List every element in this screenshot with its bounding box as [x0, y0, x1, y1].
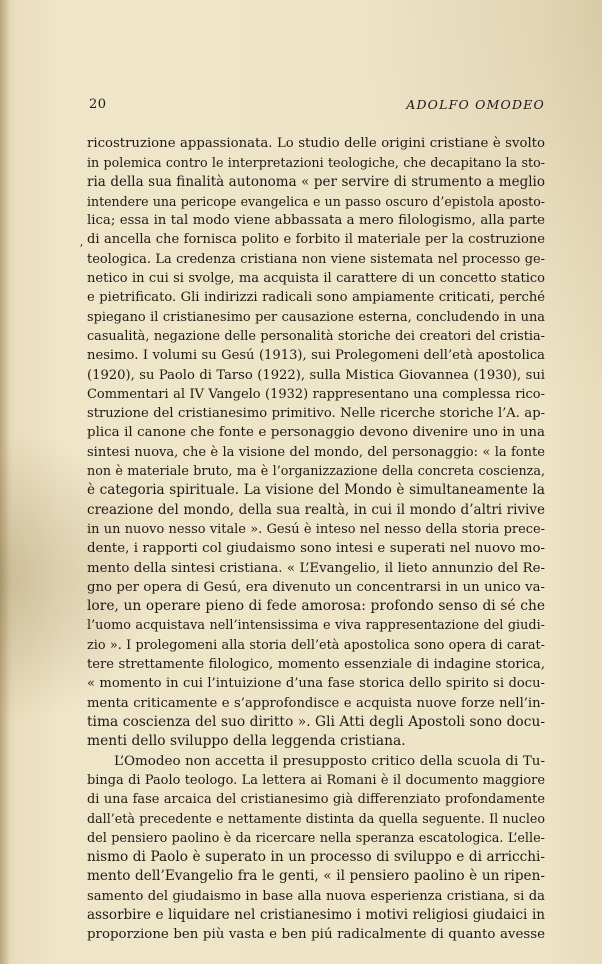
text-line: lore, un operare pieno di fede amorosa: profondo senso di sé che — [87, 598, 545, 615]
text-line: creazione del mondo, della sua realtà, in cui il mondo d’altri rivive — [87, 501, 545, 518]
text-line: dente, i rapporti col giudaismo sono intesi e superati nel nuovo mo- — [87, 541, 545, 557]
text-line: mento della sintesi cristiana. « L’Evangelio, il lieto annunzio del Re- — [87, 560, 545, 576]
text-line: di ancella che fornisca polito e forbito il materiale per la costruzione — [87, 232, 545, 248]
text-line: spiegano il cristianesimo per causazione esterna, concludendo in una — [87, 309, 545, 325]
text-line: non è materiale bruto, ma è l’organizzazione della concreta coscienza, — [87, 464, 545, 480]
text-line: di una fase arcaica del cristianesimo già differenziato profondamente — [87, 792, 545, 808]
text-line: « momento in cui l’intuizione d’una fase storica dello spirito si docu- — [87, 676, 545, 692]
paragraph-end-line: menti dello sviluppo della leggenda cristiana. — [87, 733, 406, 750]
margin-mark: ʼ — [79, 242, 83, 256]
text-line: nesimo. I volumi su Gesú (1913), sui Prolegomeni dell’età apostolica — [87, 348, 545, 364]
text-line: tima coscienza del suo diritto ». Gli Atti degli Apostoli sono docu- — [87, 713, 545, 730]
text-line: Commentari al IV Vangelo (1932) rappresentano una complessa rico- — [87, 386, 545, 402]
text-line: in un nuovo nesso vitale ». Gesú è inteso nel nesso della storia prece- — [87, 521, 545, 537]
page-header — [89, 97, 545, 115]
text-line: struzione del cristianesimo primitivo. Nelle ricerche storiche l’A. ap- — [87, 406, 545, 422]
text-line: sintesi nuova, che è la visione del mondo, del personaggio: « la fonte — [87, 444, 545, 460]
text-line: nismo di Paolo è superato in un processo di sviluppo e di arricchi- — [87, 848, 545, 865]
text-line: e pietrificato. Gli indirizzi radicali sono ampiamente criticati, perché — [87, 290, 545, 306]
binding-shadow — [0, 0, 10, 964]
text-line: dall’età precedente e nettamente distinta da quella seguente. Il nucleo — [87, 811, 545, 827]
text-line: ria della sua finalità autonoma « per servire di strumento a meglio — [87, 173, 545, 190]
text-line: binga di Paolo teologo. La lettera ai Romani è il documento maggiore — [87, 772, 545, 788]
running-head: ADOLFO OMODEO — [406, 97, 545, 112]
text-line: del pensiero paolino è da ricercare nella speranza escatologica. L’elle- — [87, 830, 545, 846]
text-line: netico in cui si svolge, ma acquista il carattere di un concetto statico — [87, 271, 545, 287]
text-line: teologica. La credenza cristiana non viene sistemata nel processo ge- — [87, 251, 545, 267]
page-number: 20 — [89, 97, 107, 112]
text-line: (1920), su Paolo di Tarso (1922), sulla Mistica Giovannea (1930), sui — [87, 367, 545, 383]
text-line: casualità, negazione delle personalità storiche dei creatori del cristia- — [87, 328, 545, 344]
text-line: ricostruzione appassionata. Lo studio delle origini cristiane è svolto — [87, 136, 545, 151]
text-line: plica il canone che fonte e personaggio devono divenire uno in una — [87, 425, 545, 441]
body-text — [87, 134, 545, 944]
text-line: intendere una pericope evangelica e un passo oscuro d’epistola aposto- — [87, 193, 545, 209]
text-line: è categoria spirituale. La visione del Mondo è simultaneamente la — [87, 482, 545, 499]
text-line: in polemica contro le interpretazioni teologiche, che decapitano la sto- — [87, 155, 545, 171]
text-line: mento dell’Evangelio fra le genti, « il pensiero paolino è un ripen- — [87, 868, 545, 885]
text-line: zio ». I prolegomeni alla storia dell’età apostolica sono opera di carat- — [87, 637, 545, 653]
text-line: assorbire e liquidare nel cristianesimo i motivi religiosi giudaici in — [87, 906, 545, 923]
text-line: menta criticamente e s’approfondisce e acquista nuove forze nell’in- — [87, 695, 545, 711]
text-line: lica; essa in tal modo viene abbassata a mero filologismo, alla parte — [87, 213, 545, 229]
text-line: samento del giudaismo in base alla nuova esperienza cristiana, si da — [87, 888, 545, 904]
text-line: gno per opera di Gesú, era divenuto un concentrarsi in un unico va- — [87, 579, 545, 595]
text-line: proporzione ben più vasta e ben piú radicalmente di quanto avesse — [87, 927, 545, 943]
paragraph-start-line: L’Omodeo non accetta il presupposto critico della scuola di Tu- — [114, 753, 545, 769]
text-line: tere strettamente filologico, momento essenziale di indagine storica, — [87, 657, 545, 673]
text-line: l’uomo acquistava nell’intensissima e viva rappresentazione del giudi- — [87, 618, 545, 634]
